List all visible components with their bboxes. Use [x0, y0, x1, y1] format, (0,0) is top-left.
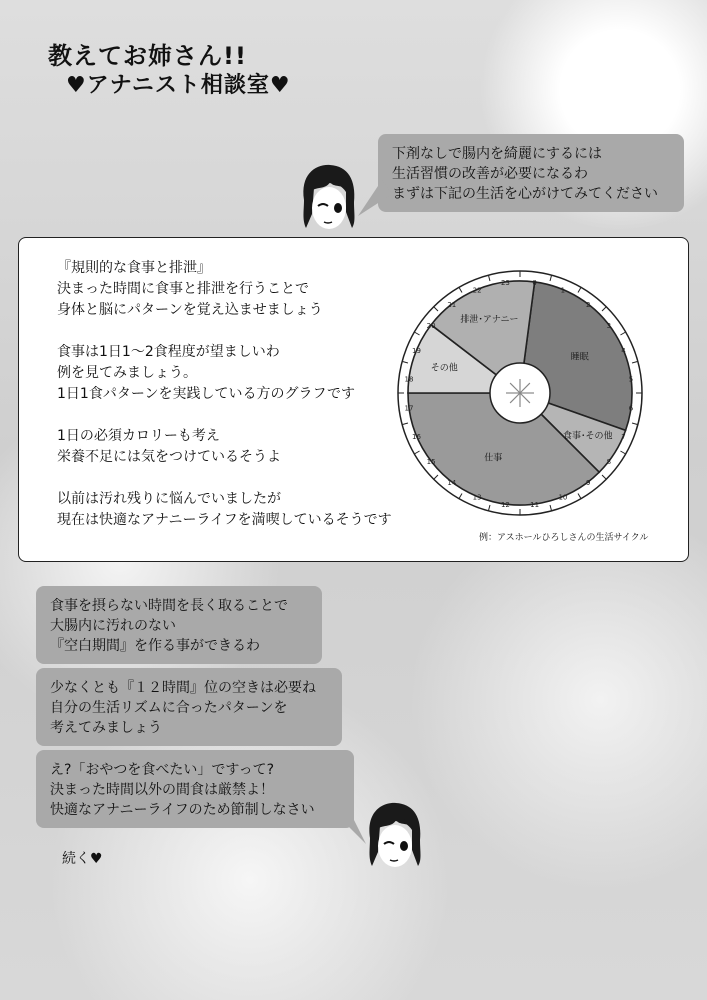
panel-text: [57, 258, 392, 531]
hour-label: 13: [472, 493, 482, 502]
panel-line: 現在は快適なアナニーライフを満喫しているそうです: [57, 512, 392, 528]
panel-line: [57, 405, 392, 426]
panel-line: 例を見てみましょう。: [57, 365, 197, 381]
panel-line: 食事は1日1～2食程度が望ましいわ: [57, 344, 280, 360]
hour-label: 3: [606, 321, 612, 330]
speech-bubble-3: [36, 750, 354, 828]
speech-line: 快適なアナニーライフのため節制しなさい: [50, 802, 315, 818]
speech-line: 決まった時間以外の間食は厳禁よ！: [50, 782, 274, 798]
panel-line: 栄養不足には気をつけているそうよ: [57, 449, 281, 465]
hour-label: 17: [404, 404, 414, 413]
panel-line: 『規則的な食事と排泄』: [57, 260, 211, 276]
slice-label: 睡眠: [570, 352, 589, 363]
hour-label: 2: [585, 301, 591, 310]
hour-label: 18: [404, 375, 414, 384]
hour-label: 0: [532, 279, 537, 287]
panel-line: 1日1食パターンを実践している方のグラフです: [57, 386, 355, 402]
hour-label: 20: [426, 321, 436, 330]
hour-label: 6: [628, 404, 634, 413]
character-face-icon: [362, 800, 426, 874]
panel-line: 身体と脳にパターンを覚え込ませましょう: [57, 302, 323, 318]
hour-label: 7: [621, 432, 626, 441]
slice-label: 仕事: [484, 453, 503, 464]
speech-line: 少なくとも『１２時間』位の空きは必要ね: [50, 680, 316, 696]
speech-line: 考えてみましょう: [50, 720, 162, 736]
page-subtitle: ♥アナニスト相談室♥: [66, 73, 291, 98]
speech-line: 生活習慣の改善が必要になるわ: [392, 166, 588, 182]
hour-label: 15: [426, 458, 436, 467]
speech-line: 自分の生活リズムに合ったパターンを: [50, 700, 288, 716]
hour-label: 14: [447, 478, 457, 487]
clock-pie-chart: [392, 265, 648, 521]
chart-caption: 例：アスホールひろしさんの生活サイクル: [479, 533, 649, 543]
speech-line: え?「おやつを食べたい」ですって?: [50, 762, 275, 778]
speech-line: 食事を摂らない時間を長く取ることで: [50, 598, 288, 614]
speech-line: まずは下記の生活を心がけてみてください: [392, 186, 658, 202]
character-face-icon: [296, 162, 360, 236]
hour-label: 5: [628, 375, 634, 384]
speech-line: 大腸内に汚れのない: [50, 618, 176, 634]
hour-label: 4: [621, 347, 626, 356]
panel-line: 1日の必須カロリーも考え: [57, 428, 220, 444]
hour-label: 10: [558, 493, 568, 502]
hour-label: 9: [585, 478, 591, 487]
to-be-continued: 続く♥: [62, 851, 103, 867]
panel-line: [57, 321, 392, 342]
hour-label: 22: [472, 286, 482, 295]
hour-label: 23: [500, 279, 510, 287]
slice-label: 食事･その他: [562, 431, 613, 442]
hour-label: 8: [606, 458, 612, 467]
hour-label: 21: [447, 301, 457, 310]
slice-label: 排泄･アナニー: [460, 315, 519, 326]
speech-bubble-2: [36, 668, 342, 746]
hour-label: 1: [560, 286, 566, 295]
panel-line: 以前は汚れ残りに悩んでいましたが: [57, 491, 281, 507]
hour-label: 16: [412, 432, 421, 441]
hour-label: 19: [412, 347, 421, 356]
slice-label: その他: [430, 363, 458, 374]
panel-line: 決まった時間に食事と排泄を行うことで: [57, 281, 309, 297]
hour-label: 11: [530, 501, 540, 509]
hour-label: 12: [500, 501, 510, 509]
panel-line: [57, 468, 392, 489]
speech-line: 『空白期間』を作る事ができるわ: [50, 638, 260, 654]
speech-bubble-top: [378, 134, 684, 212]
page-title: 教えてお姉さん!!: [48, 42, 247, 70]
speech-bubble-1: [36, 586, 322, 664]
speech-line: 下剤なしで腸内を綺麗にするには: [392, 146, 602, 162]
